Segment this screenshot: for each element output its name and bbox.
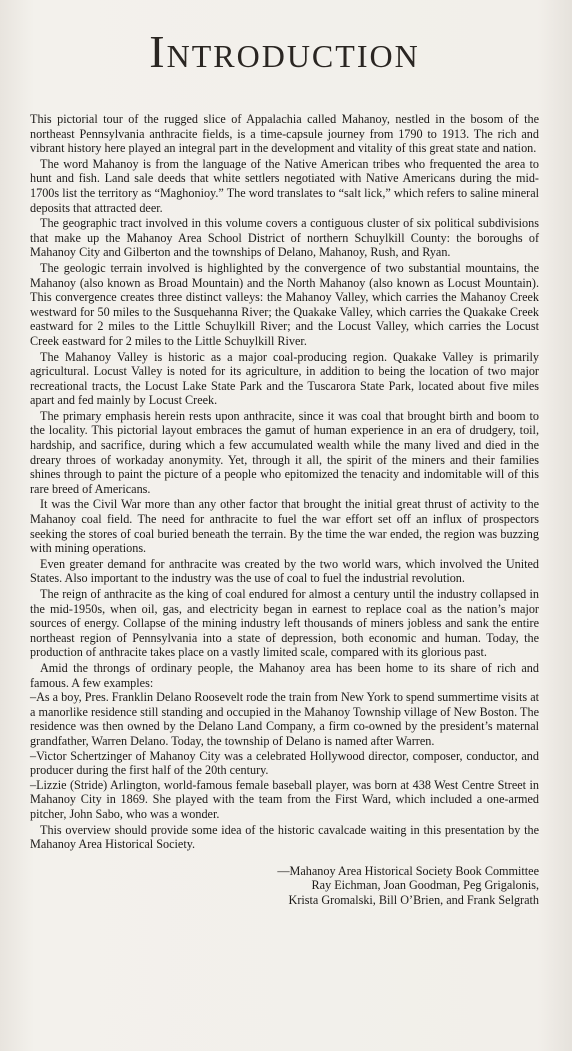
signature-block (30, 864, 539, 908)
paragraph: The Mahanoy Valley is historic as a major coal-producing region. Quakake Valley is primarily agricultural. Locust Valley is noted for its agriculture, in addition to being the location of two major recreational tracts, the Locust Lake State Park and the Tuscarora State Park, located about five miles apart and fed mainly by Locust Creek. (30, 349, 539, 408)
paragraph: It was the Civil War more than any other factor that brought the initial great thrust of activity to the Mahanoy coal field. The need for anthracite to fuel the war effort set off an influx of prospectors seeking the stores of coal buried beneath the terrain. By the time the war ended, the region was buzzing with mining operations. (30, 497, 539, 556)
paragraph: The word Mahanoy is from the language of the Native American tribes who frequented the area to hunt and fish. Land sale deeds that white settlers negotiated with Native Americans during the mid-1700s list the territory as “Maghonioy.” The word translates to “salt lick,” which refers to saline mineral deposits that attracted deer. (30, 156, 539, 215)
paragraph: The geographic tract involved in this volume covers a contiguous cluster of six political subdivisions that make up the Mahanoy Area School District of northern Schuylkill County: the boroughs of Mahanoy City and Gilberton and the townships of Delano, Mahanoy, Rush, and Ryan. (30, 216, 539, 260)
closing-paragraph: This overview should provide some idea of the historic cavalcade waiting in this presentation by the Mahanoy Area Historical Society. (30, 822, 539, 852)
introduction-text (30, 112, 539, 852)
paragraph: Even greater demand for anthracite was created by the two world wars, which involved the United States. Also important to the industry was the use of coal to fuel the industrial revolution. (30, 556, 539, 586)
paragraph: The reign of anthracite as the king of coal endured for almost a century until the industry collapsed in the mid-1950s, when oil, gas, and electricity began in earnest to replace coal as the nation’s major sources of energy. Collapse of the mining industry left thousands of miners jobless and sank the entire northeast region of Pennsylvania into a state of depression, both economic and human. Today, the production of anthracite takes place on a vastly limited scale, compared with its glorious past. (30, 587, 539, 660)
example-item: –Lizzie (Stride) Arlington, world-famous female baseball player, was born at 438 West Centre Street in Mahanoy City in 1869. She played with the team from the First Ward, which included a one-armed pitcher, John Sabo, who was a wonder. (30, 777, 539, 821)
paragraph: This pictorial tour of the rugged slice of Appalachia called Mahanoy, nestled in the bosom of the northeast Pennsylvania anthracite fields, is a time-capsule journey from 1790 to 1913. The rich and vibrant history here played an integral part in the development and vitality of this great state and nation. (30, 112, 539, 156)
page-title: Introduction (149, 26, 420, 77)
example-item: –Victor Schertzinger of Mahanoy City was a celebrated Hollywood director, composer, conductor, and producer during the first half of the 20th century. (30, 748, 539, 778)
signature-line: —Mahanoy Area Historical Society Book Committee (277, 863, 539, 878)
paragraph: The geologic terrain involved is highlighted by the convergence of two substantial mountains, the Mahanoy (also known as Broad Mountain) and the North Mahanoy (also known as Locust Mountain). This convergence creates three distinct valleys: the Mahanoy Valley, which carries the Mahanoy Creek westward for 50 miles to the Susquehanna River; the Quakake Valley, which carries the Quakake Creek eastward for 2 miles to the Little Schuylkill River; and the Locust Valley, which carries the Locust Creek eastward for 2 miles to the Little Schuylkill River. (30, 260, 539, 348)
example-item: –As a boy, Pres. Franklin Delano Roosevelt rode the train from New York to spend summertime visits at a manorlike residence still standing and occupied in the Mahanoy Township village of New Boston. The residence was then owned by the Delano Land Company, a firm co-owned by the president’s maternal grandfather, Warren Delano. Today, the township of Delano is named after Warren. (30, 690, 539, 748)
paragraph: The primary emphasis herein rests upon anthracite, since it was coal that brought birth and boom to the locality. This pictorial layout embraces the gamut of human experience in an era of drudgery, toil, hardship, and sacrifice, during which a few accumulated wealth while the many lived and died in the dreary throes of workaday anonymity. Yet, through it all, the spirit of the miners and their families shines through to paint the picture of a people who epitomized the tenacity and indomitable will of this rare breed of Americans. (30, 408, 539, 496)
paragraph: Amid the throngs of ordinary people, the Mahanoy area has been home to its share of rich and famous. A few examples: (30, 660, 539, 690)
signature-line: Ray Eichman, Joan Goodman, Peg Grigalonis, (311, 878, 539, 893)
signature-line: Krista Gromalski, Bill O’Brien, and Frank Selgrath (288, 892, 539, 907)
